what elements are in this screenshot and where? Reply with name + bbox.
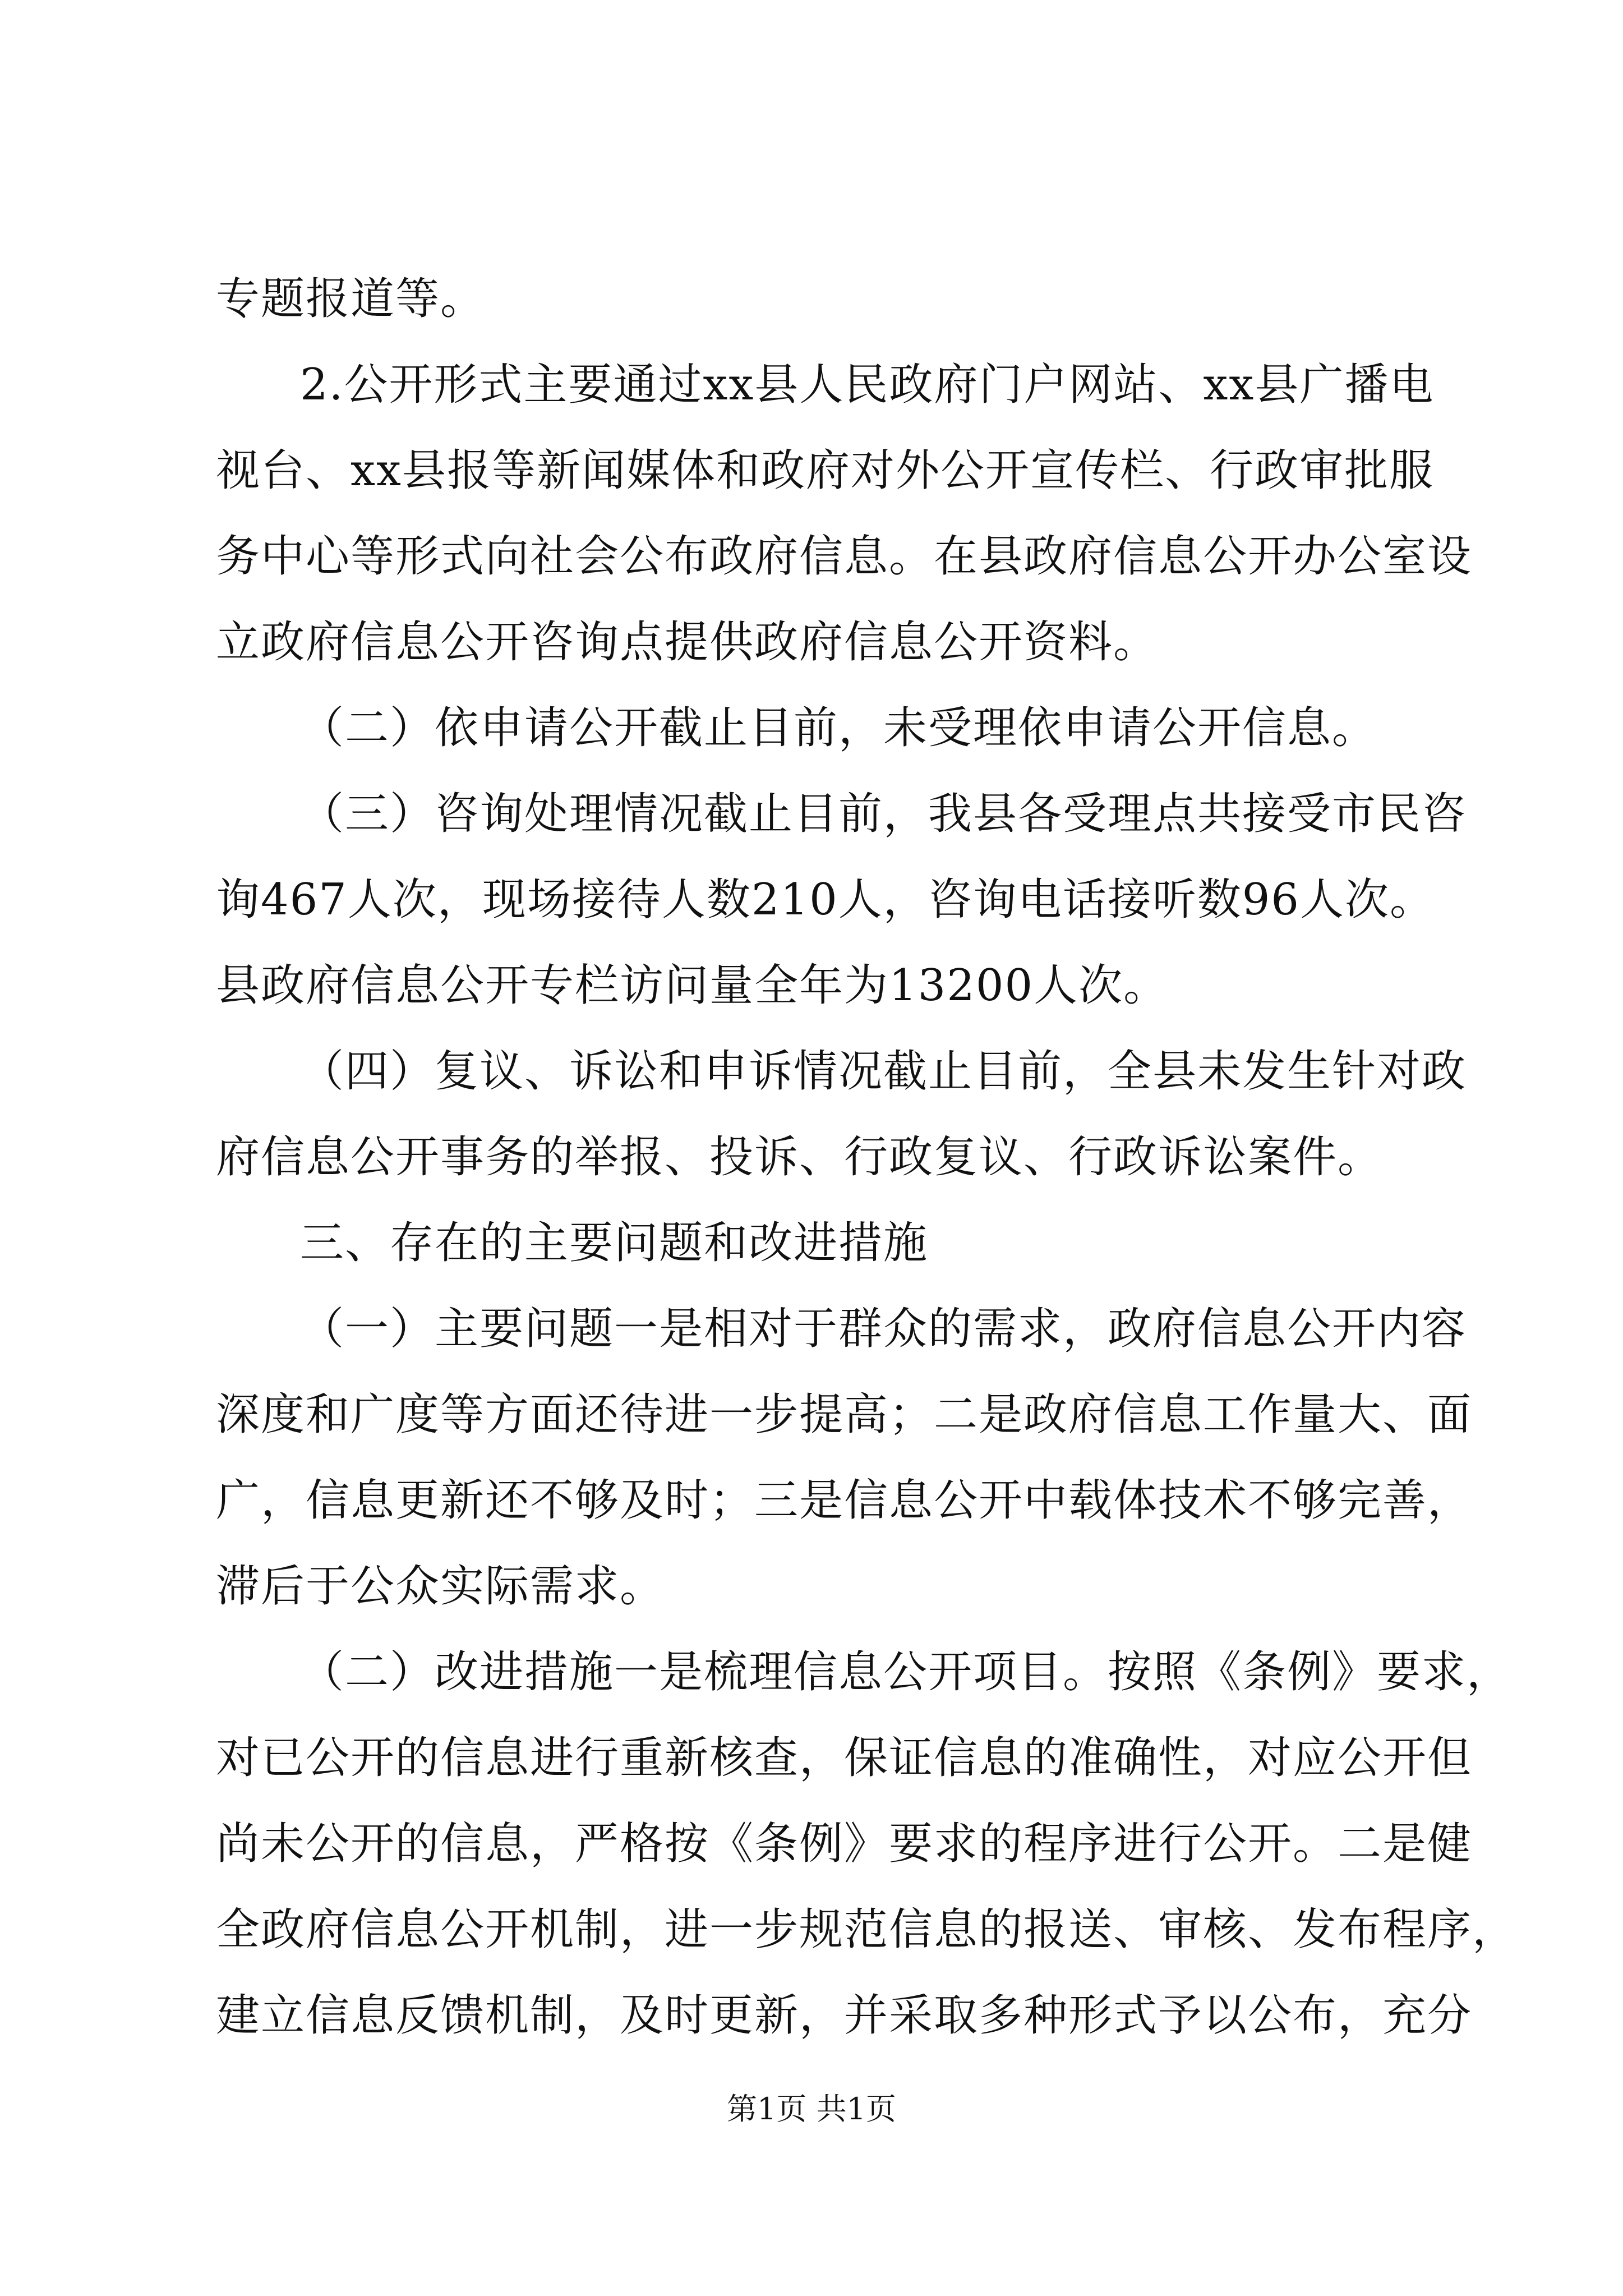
text-line: 县政府信息公开专栏访问量全年为13200人次。 — [216, 960, 1169, 1011]
text-line: （二）改进措施一是梳理信息公开项目。按照《条例》要求， — [300, 1647, 1512, 1697]
text-line: 务中心等形式向社会公布政府信息。在县政府信息公开办公室设 — [216, 531, 1473, 582]
text-line: 滞后于公众实际需求。 — [216, 1561, 665, 1612]
text-line: （二）依申请公开截止目前，未受理依申请公开信息。 — [300, 703, 1377, 753]
text-line: 视台、xx县报等新闻媒体和政府对外公开宣传栏、行政审批服 — [216, 445, 1434, 496]
text-line: （三）咨询处理情况截止目前，我县各受理点共接受市民咨 — [300, 789, 1467, 839]
text-line: 对已公开的信息进行重新核查，保证信息的准确性，对应公开但 — [216, 1733, 1473, 1783]
page-number-footer: 第1页 共1页 — [727, 2091, 896, 2127]
section-heading: 三、存在的主要问题和改进措施 — [300, 1218, 929, 1268]
text-line: 府信息公开事务的举报、投诉、行政复议、行政诉讼案件。 — [216, 1132, 1383, 1182]
text-line: 深度和广度等方面还待进一步提高；二是政府信息工作量大、面 — [216, 1389, 1473, 1440]
text-line: 尚未公开的信息，严格按《条例》要求的程序进行公开。二是健 — [216, 1819, 1473, 1869]
text-line: 广，信息更新还不够及时；三是信息公开中载体技术不够完善， — [216, 1475, 1473, 1526]
text-line: 2.公开形式主要通过xx县人民政府门户网站、xx县广播电 — [300, 360, 1435, 410]
text-line: 立政府信息公开咨询点提供政府信息公开资料。 — [216, 617, 1159, 668]
text-line: 专题报道等。 — [216, 274, 486, 324]
text-line: （一）主要问题一是相对于群众的需求，政府信息公开内容 — [300, 1304, 1467, 1354]
text-line: 询467人次，现场接待人数210人，咨询电话接听数96人次。 — [216, 875, 1435, 925]
text-line: 全政府信息公开机制，进一步规范信息的报送、审核、发布程序， — [216, 1904, 1518, 1955]
text-line: （四）复议、诉讼和申诉情况截止目前，全县未发生针对政 — [300, 1046, 1467, 1097]
text-line: 建立信息反馈机制，及时更新，并采取多种形式予以公布，充分 — [216, 1990, 1473, 2041]
